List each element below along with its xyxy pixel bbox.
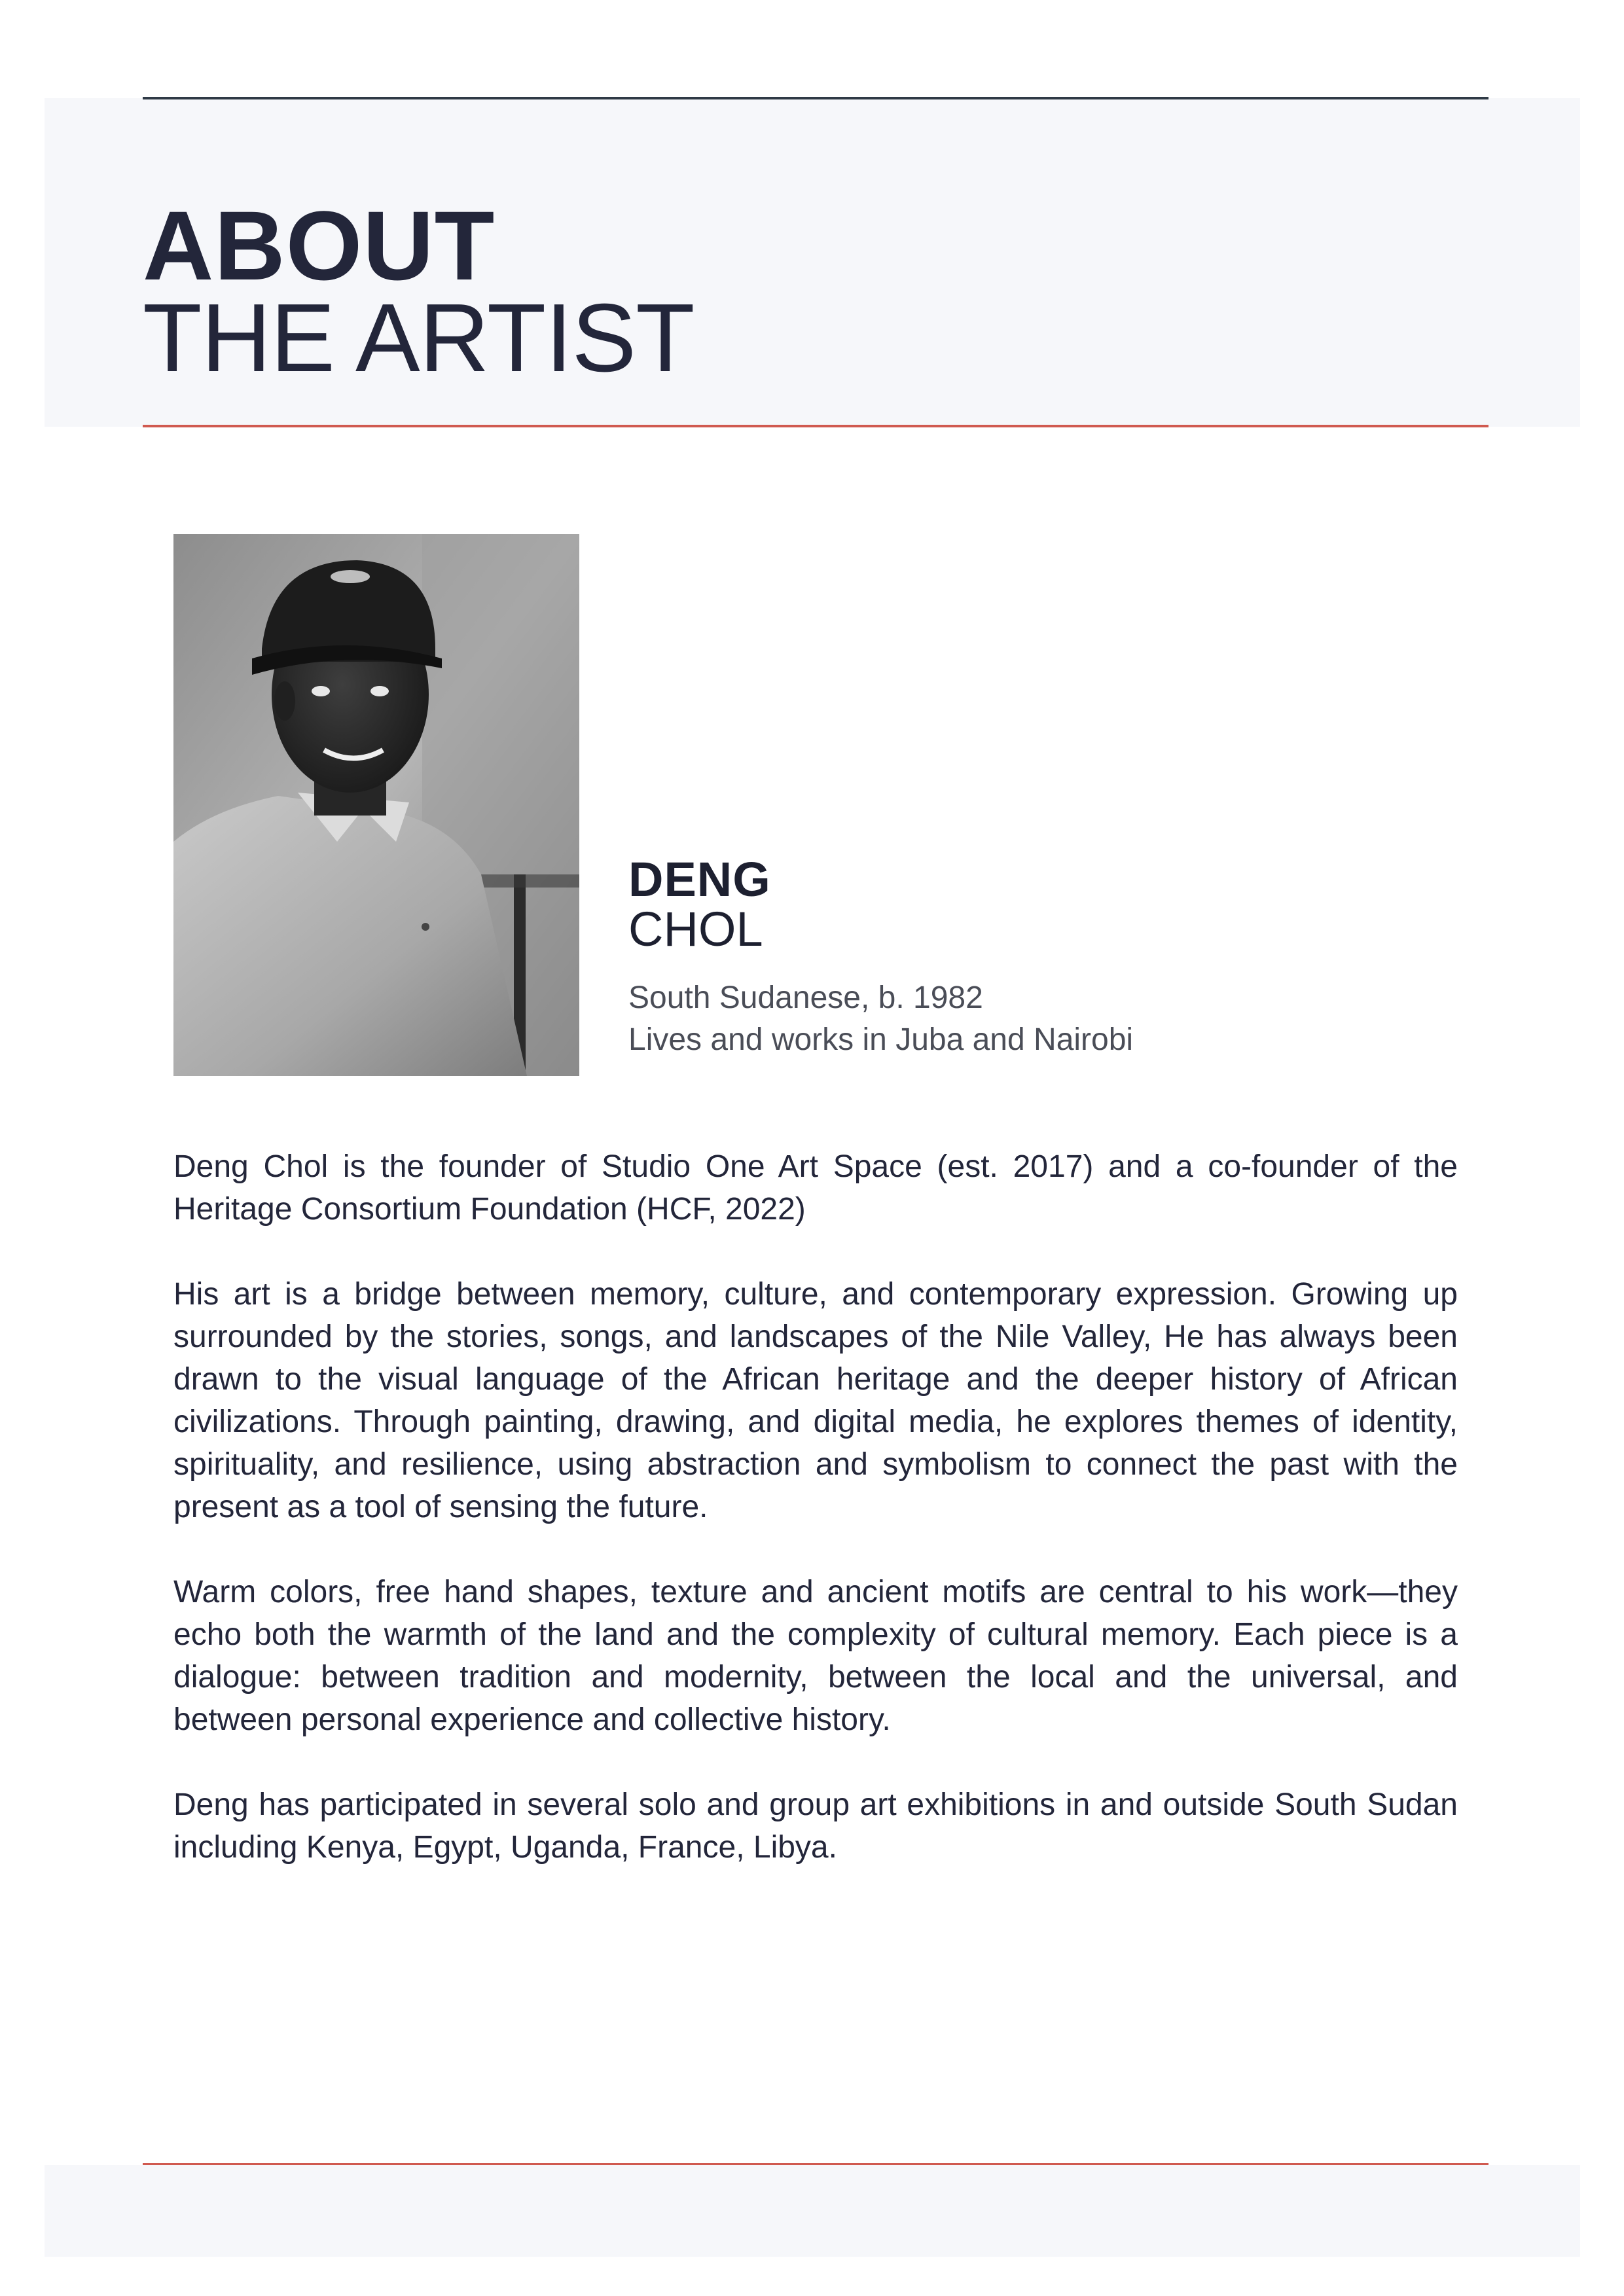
portrait-illustration: [173, 534, 579, 1076]
header-divider: [143, 425, 1489, 427]
top-divider: [143, 97, 1489, 99]
bio-paragraph: Warm colors, free hand shapes, texture and ancient motifs are central to his work—they echo both the warmth of the land and the complexity of cultural memory. Each piece is a dialogue: between tradition and modernity, between the local and the universal, and between personal experience and collective history.: [173, 1575, 1458, 1737]
page-title: [143, 190, 695, 392]
artist-portrait: [173, 534, 579, 1076]
artist-location: Lives and works in Juba and Nairobi: [628, 1022, 1134, 1057]
artist-last-name: CHOL: [628, 902, 763, 956]
artist-nationality: South Sudanese, b. 1982: [628, 980, 983, 1015]
page-title-bold: ABOUT: [143, 190, 496, 300]
bio-paragraph: His art is a bridge between memory, culture, and contemporary expression. Growing up surrounded by the stories, songs, and landscapes of the Nile Valley, He has always been drawn to the visual language of the African heritage and the deeper history of African civilizations. Through painting, drawing, and digital media, he explores themes of identity, spirituality, and resilience, using abstraction and symbolism to connect the past with the present as a tool of sensing the future.: [173, 1277, 1458, 1524]
bio-paragraph: Deng Chol is the founder of Studio One Art Space (est. 2017) and a co-founder of the Heritage Consortium Foundation (HCF, 2022): [173, 1149, 1458, 1227]
artist-biography: [173, 1145, 1458, 1911]
bio-paragraph: Deng has participated in several solo and group art exhibitions in and outside South Sudan including Kenya, Egypt, Uganda, France, Libya.: [173, 1787, 1458, 1865]
artist-first-name: DENG: [628, 852, 771, 906]
artist-info: [628, 854, 1133, 1061]
page-title-light: THE ARTIST: [143, 284, 695, 392]
footer-band: [45, 2165, 1580, 2257]
